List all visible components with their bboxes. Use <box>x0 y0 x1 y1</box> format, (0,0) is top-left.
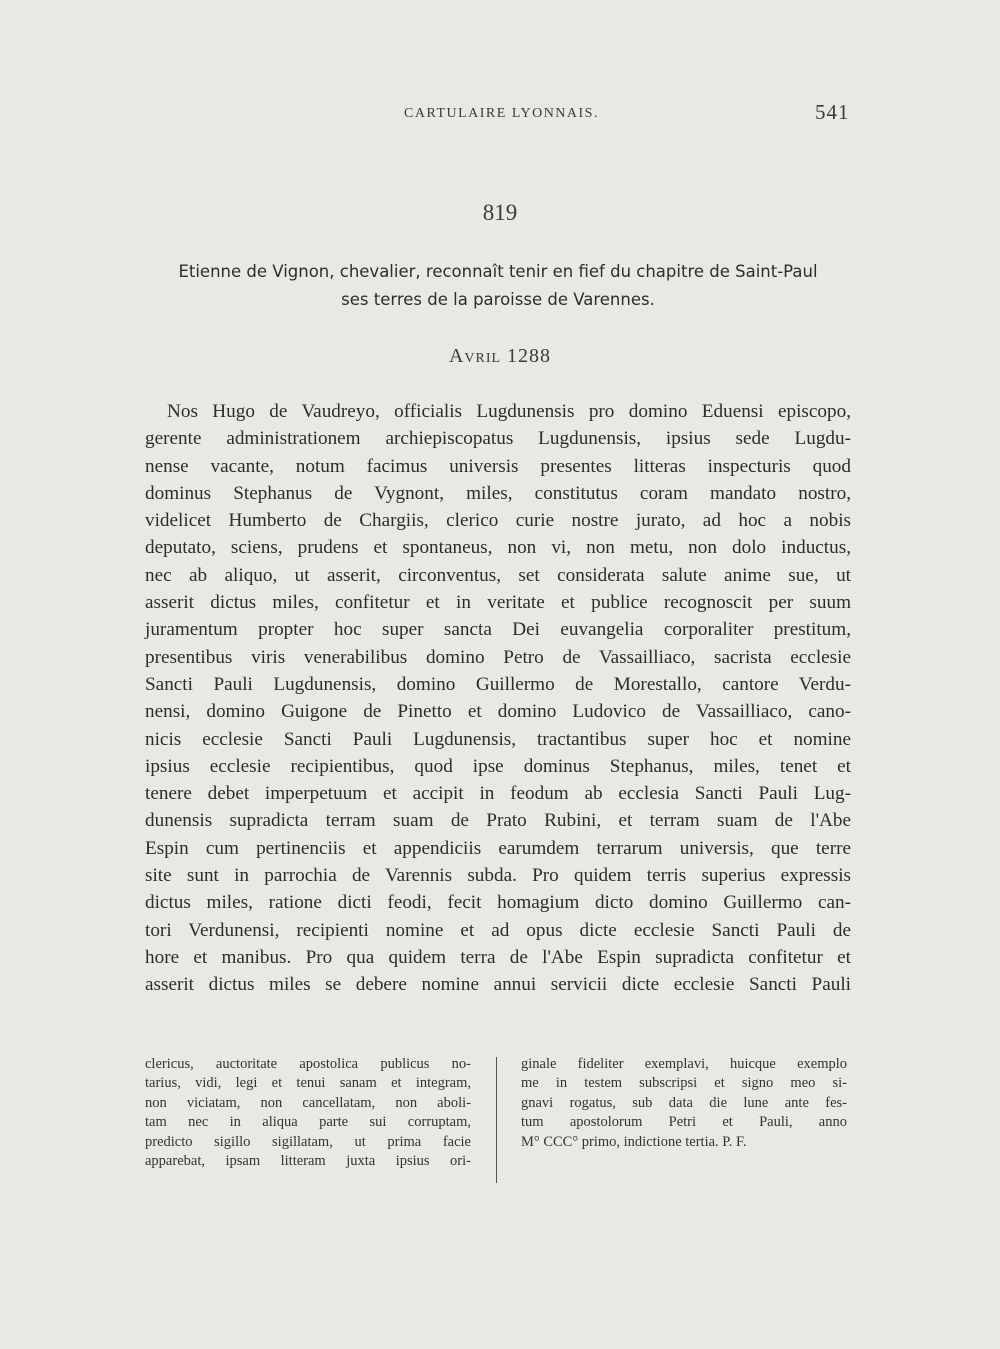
footnote-line: apparebat, ipsam litteram juxta ipsius ori- <box>145 1152 471 1169</box>
footnote-line: clericus, auctoritate apostolica publicus no- <box>145 1056 471 1072</box>
text-line: site sunt in parrochia de Varennis subda. Pro quidem terris superius expressis <box>145 865 851 887</box>
text-line: nec ab aliquo, ut asserit, circonventus, set considerata salute anime sue, ut <box>145 564 851 586</box>
summary-line: Etienne de Vignon, chevalier, reconnaît tenir en fief du chapitre de Saint-Paul <box>178 262 818 281</box>
footnote-column-left <box>145 1055 471 1171</box>
text-line: tenere debet imperpetuum et accipit in feodum ab ecclesia Sancti Pauli Lug- <box>145 783 851 805</box>
footnote-line: tam nec in aliqua parte sui corruptam, <box>145 1114 471 1131</box>
footnote-line: ginale fideliter exemplavi, huicque exemplo <box>521 1056 847 1072</box>
charter-summary <box>145 258 851 314</box>
text-line: asserit dictus miles, confitetur et in veritate et publice recognoscit per suum <box>145 592 851 614</box>
running-title: CARTULAIRE LYONNAIS. <box>404 106 599 121</box>
text-line: Espin cum pertinenciis et appendiciis earumdem terrarum universis, que terre <box>145 837 851 859</box>
text-line: nensi, domino Guigone de Pinetto et domino Ludovico de Vassailliaco, cano- <box>145 701 851 723</box>
charter-number: 819 <box>482 200 518 225</box>
text-line: dominus Stephanus de Vygnont, miles, constitutus coram mandato nostro, <box>145 482 851 504</box>
text-line: dictus miles, ratione dicti feodi, fecit homagium dicto domino Guillermo can- <box>145 892 851 914</box>
text-line: tori Verdunensi, recipienti nomine et ad opus dicte ecclesie Sancti Pauli de <box>145 919 851 941</box>
text-line: deputato, sciens, prudens et spontaneus, non vi, non metu, non dolo inductus, <box>145 537 851 559</box>
date-month: Avril <box>448 345 502 367</box>
summary-line: ses terres de la paroisse de Varennes. <box>341 290 655 309</box>
page-number: 541 <box>815 100 850 124</box>
charter-text <box>145 398 851 999</box>
text-line: dunensis supradicta terram suam de Prato Rubini, et terram suam de l'Abe <box>145 810 851 832</box>
footnote-line: non viciatam, non cancellatam, non aboli- <box>145 1094 471 1111</box>
text-line: Sancti Pauli Lugdunensis, domino Guillermo de Morestallo, cantore Verdu- <box>145 673 851 695</box>
footnote-line: tarius, vidi, legi et tenui sanam et integram, <box>145 1075 471 1092</box>
text-line: juramentum propter hoc super sancta Dei euvangelia corporaliter prestitum, <box>145 619 851 641</box>
column-divider <box>496 1057 497 1183</box>
footnote-line: M° CCC° primo, indictione tertia. P. F. <box>521 1133 747 1150</box>
text-line: Nos Hugo de Vaudreyo, officialis Lugdunensis pro domino Eduensi episcopo, <box>167 401 851 422</box>
date-year: 1288 <box>507 345 552 367</box>
footnote-line: predicto sigillo sigillatam, ut prima facie <box>145 1133 471 1150</box>
footnote-line: tum apostolorum Petri et Pauli, anno <box>521 1114 847 1131</box>
text-line: gerente administrationem archiepiscopatus Lugdunensis, ipsius sede Lugdu- <box>145 428 851 450</box>
text-line: nense vacante, notum facimus universis presentes litteras inspecturis quod <box>145 455 851 477</box>
text-line: presentibus viris venerabilibus domino Petro de Vassailliaco, sacrista ecclesie <box>145 646 851 668</box>
text-line: nicis ecclesie Sancti Pauli Lugdunensis, tractantibus super hoc et nomine <box>145 728 851 750</box>
footnotes <box>145 1055 851 1185</box>
text-line: asserit dictus miles se debere nomine annui servicii dicte ecclesie Sancti Pauli <box>145 974 851 996</box>
text-line: videlicet Humberto de Chargiis, clerico curie nostre jurato, ad hoc a nobis <box>145 510 851 532</box>
footnote-line: gnavi rogatus, sub data die lune ante fes- <box>521 1094 847 1111</box>
text-line: hore et manibus. Pro qua quidem terra de l'Abe Espin supradicta confitetur et <box>145 946 851 968</box>
footnote-column-right <box>521 1055 847 1152</box>
footnote-line: me in testem subscripsi et signo meo si- <box>521 1075 847 1092</box>
charter-date <box>0 345 1000 368</box>
text-line: ipsius ecclesie recipientibus, quod ipse dominus Stephanus, miles, tenet et <box>145 755 851 777</box>
